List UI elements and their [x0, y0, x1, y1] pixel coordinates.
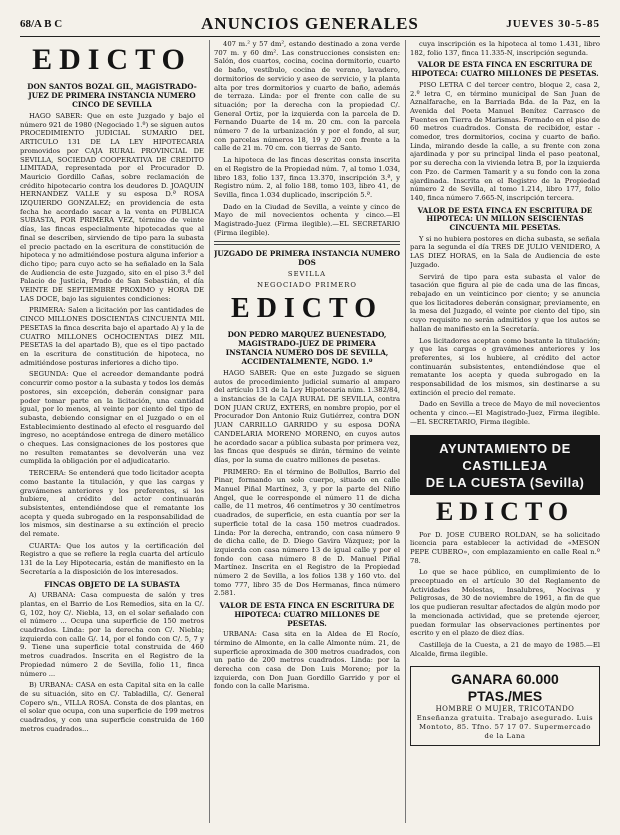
value-heading: VALOR DE ESTA FINCA EN ESCRITURA DE HIPOTECA: CUATRO MILLONES DE PESETAS. [219, 601, 395, 628]
paragraph: A) URBANA: Casa compuesta de salón y tres plantas, en el Barrio de Los Remedios, sita en la C/. G, 102, hoy C/. Niebla, 13, en el solar señalado con el número ... Ocupa una superficie de 150 metros cuadrados. Linda: por la derecha con C/. Niebla; izquierda con calle G/. 14, por el fondo con C/. 5, 7 y 9. Tiene una superficie total construida de 460 metros cuadrados. Inscrita en el Registro de la Propiedad número 2 de Sevilla, folio 11, finca número ... [20, 591, 204, 678]
column-rule [209, 40, 210, 823]
issue-date: JUEVES 30-5-85 [506, 18, 600, 30]
value-heading: VALOR DE ESTA FINCA EN ESCRITURA DE HIPOTECA: CUATRO MILLONES DE PESETAS. [411, 60, 599, 79]
paragraph: La hipoteca de las fincas descritas consta inscrita en el Registro de la Propiedad núm. 7, al tomo 1.034, libro 183, folio 137, finca 13.370, inscripción 3.ª, y Registro núm. 2, al folio 188, tomo 103, libro 41, de Sevilla, finca 1.034 duplicado, inscripción 5.ª. [214, 156, 400, 199]
paragraph: TERCERA: Se entenderá que todo licitador acepta como bastante la titulación, y que las cargas y gravámenes anteriores y los preferentes, si los hubiere, al crédito del actor continuarán subsistentes, entendiéndose que el rematante los acepta y queda subrogado en la responsabilidad de los mismos, sin destinarse a su extinción el precio del remate. [20, 469, 204, 539]
section-heading: FINCAS OBJETO DE LA SUBASTA [44, 579, 180, 589]
paragraph: Lo que se hace público, en cumplimiento de lo preceptuado en el artículo 30 del Reglamento de Actividades Molestas, Insalubres, Nocivas y Peligrosas, de 30 de noviembre de 1961, a fin de que los que pudieran resultar afectados de algún modo por la mencionada actividad, que se pretende ejercer, puedan formular las observaciones pertinentes por escrito y en el plazo de diez días. [410, 568, 600, 638]
ad-subheading: HOMBRE O MUJER, TRICOTANDO [435, 705, 575, 714]
paragraph: PISO LETRA C del tercer centro, bloque 2, casa 2, 2.º letra C, en término municipal de San Juan de Aznalfarache, en la Barriada Bda. de la Paz, en la Avenida del Poeta Manuel Benítez Carrasco de Fuentes en Tierra de Marismas. Formado en el piso de 60 metros cuadrados. Consta de recibidor, estar - comedor, tres dormitorios, cocina y cuarto de baño. Linda, mirando desde la calle, a su frente con zona ajardinada y por su principal linda el paso peatonal, por su derecha con la vivienda letra B, por la izquierda con Pzo. de Carmen Tamarit y a su fondo con la zona ajardinada. Inscrita en el Registro de la Propiedad número 2 de Sevilla, al tomo 1.214, libro 177, folio 140, finca número 7.665-N, inscripción tercera. [410, 80, 600, 202]
ad-headline: GANARA 60.000 PTAS./MES [451, 671, 559, 705]
page-header [20, 12, 600, 37]
paragraph: URBANA: Casa sita en la Aldea de El Rocío, término de Almonte, en la calle Almonte núm. 21, de superficie aproximada de 300 metros cuadrados, con un patio de 200 metros cuadrados. Linda: por la derecha con casa de Don Luis Moreno; por la izquierda, con Don Juan Gordillo Garrido y por el fondo con la calle Marisma. [214, 630, 400, 691]
paragraph: Dado en Sevilla a trece de Mayo de mil novecientos ochenta y cinco.—El Magistrado-Juez, Firma ilegible.—EL SECRETARIO, Firma ilegible. [410, 400, 600, 426]
edicto-heading: EDICTO [231, 292, 383, 324]
banner-line-2: DE LA CUESTA (Sevilla) [425, 474, 585, 490]
paragraph: CUARTA: Que los autos y la certificación del Registro a que se refiere la regla cuarta del artículo 131 de la Ley Hipotecaria, están de manifiesto en la Secretaría a la disposición de los interesados. [20, 541, 204, 576]
paragraph: cuya inscripción es la hipoteca al tomo 1.431, libro 182, folio 137, finca 11.335-N, inscripción segunda. [410, 40, 600, 57]
edict-issuer: DON SANTOS BOZAL GIL, MAGISTRADO-JUEZ DE PRIMERA INSTANCIA NUMERO CINCO DE SEVILLA [27, 82, 197, 109]
paragraph: SEGUNDA: Que el acreedor demandante podrá concurrir como postor a la subasta y todos los demás postores, sin excepción, deberán consignar para poder tomar parte en la licitación, una cantidad igual, por lo menos, al veinte por ciento del tipo de subasta, debiendo consignar en el Juzgado o en el Establecimiento destinado al efecto el resguardo del ingreso, no aceptándose entrega de dinero metálico o cheques. Las consignaciones de los postores que no resulten rematantes se devolverán una vez cumplida la obligación por el adjudicatario. [20, 370, 204, 466]
ayuntamiento-banner [410, 435, 600, 495]
paragraph: Los licitadores aceptan como bastante la titulación; y que las cargas o gravámenes anteriores y los preferentes, si los hubiere, al crédito del actor continuarán subsistentes, entendiéndose que el rematante los acepta y queda subrogado en la responsabilidad de los mismos, sin destinarse a su extinción el precio del remate. [410, 336, 600, 397]
paragraph: Dado en la Ciudad de Sevilla, a veinte y cinco de Mayo de mil novecientos ochenta y cinco.—El Magistrado-Juez (Firma ilegible).—EL SECRETARIO (Firma ilegible). [214, 202, 400, 237]
edicto-heading: EDICTO [435, 496, 575, 526]
edict-issuer: DON PEDRO MARQUEZ BUENESTADO, MAGISTRADO-JUEZ DE PRIMERA INSTANCIA NUMERO DOS DE SEVILLA, ACCIDENTALMENTE, NGDO. 1.º [225, 329, 389, 366]
paragraph: 407 m.² y 57 dm², estando destinado a zona verde 707 m. y 60 dm². Las construcciones consisten en: Salón, dos cuartos, cocina, cocina dormitorio, cuarto de baño, vestíbulo, cocina de verano, lavadero, dormitorios de servicio y aseo de servicio, y la planta alta por tres dormitorios y cuarto de baño, además de terraza. Linda: por el frente con calle de su situación; por la derecha con la propiedad C/. General Ortiz, por la izquierda con la parcela de D. Fernando Duarte de 14 m. 20 cm. con la parcela número 7 de la urbanización y por el fondo, al sur, con parcelas números 18, 19 y 20 con frente a la calle de 21 m. 70 cm. con tierras de Santo. [214, 40, 400, 153]
paragraph: Castilleja de la Cuesta, a 21 de mayo de 1985.—El Alcalde, firma ilegible. [410, 640, 600, 658]
paragraph: PRIMERA: Salen a licitación por las cantidades de CINCO MILLONES DOSCIENTAS CINCUENTA MIL PESETAS la finca descrita bajo el apartado A) y la de CUATRO MILLONES OCHOCIENTAS DIEZ MIL PESETAS la del apartado B), que es el tipo pactado en la escritura de constitución de hipoteca, no admitiéndose posturas inferiores a dicho tipo. [20, 306, 204, 367]
edicto-heading: EDICTO [32, 43, 192, 76]
column-1 [20, 40, 204, 825]
banner-line-1: AYUNTAMIENTO DE CASTILLEJA [439, 440, 571, 473]
classified-ad [410, 666, 600, 746]
column-rule [405, 40, 406, 823]
column-3 [410, 40, 600, 825]
paragraph: HAGO SABER: Que en este Juzgado se siguen autos de procedimiento judicial sumario al amparo del artículo 131 de la Ley Hipotecaria núm. 1.382/84, a instancias de la CAJA RURAL DE SEVILLA, contra DON JUAN CRUZ, EXTERS, en nombre propio, por el Procurador Don Antonio Ruiz Gutiérrez, contra DON JUAN CARRILLO GARRIDO y su esposa DOÑA CANDELARIA MORENO MORENO, en cuyos autos he acordado sacar a pública subasta por primera vez, las fincas que después se dirán, término de veinte días, por la suma de cuatro millones de pesetas. [214, 368, 400, 464]
paragraph: PRIMERO: En el término de Bollullos, Barrio del Pinar, formando un solo cuerpo, situado en calle Manuel Piñal Martínez, 3, y por la parte del Niño Angel, que le corresponde el número 11 de dicha calle, de 11 metros, 46 centímetros y 30 centímetros cuadrados, de superficie, en esta cuantía por ser la superficie total de la casa 150 metros cuadrados. Linda: Por la derecha, entrando, con casa número 9 de dicha calle, de D. Diego Gavira Vázquez; por la izquierda con casa número 13 de igual calle y por el fondo con casa número 8 de D. Manuel Piñal Martínez. Inscrita en el Registro de la Propiedad número 2 de Sevilla, a los folios 138 y 160 vto. del tomo 777, libro 35 de Dos Hermanas, finca número 2.581. [214, 467, 400, 598]
court-negociado: NEGOCIADO PRIMERO [257, 281, 357, 290]
page-number: 68/A B C [20, 18, 63, 30]
court-name: JUZGADO DE PRIMERA INSTANCIA NUMERO DOS [214, 249, 400, 268]
paragraph: HAGO SABER: Que en este Juzgado y bajo el número 921 de 1980 (Negociado 1.º) se siguen autos PROCEDIMIENTO JUDICIAL SUMARIO DEL ARTICULO 131 DE LA LEY HIPOTECARIA promovidos por CAJA RURAL PROVINCIAL DE SEVILLA, SOCIEDAD COOPERATIVA DE CREDITO LIMITADA, representada por el Procurador D. Mauricio Gordillo Cañas, sobre reclamación de crédito hipotecario contra los deudores D. JOAQUIN HERNANDEZ VALLE y su esposa D.ª ROSA IZQUIERDO GONZALEZ; en providencia de esta fecha he acordado sacar a la venta en PUBLICA SUBASTA, POR PRIMERA VEZ, término de veinte días, las fincas especialmente hipotecadas que al final se describen, sirviendo de tipo para la subasta el precio pactado en la escritura de constitución de hipoteca y no admitiéndose postura alguna inferior a dicho tipo; para cuyo acto se ha señalado en la Sala de Audiencia de este Juzgado, sito en el piso 3.º del Palacio de Justicia, Prado de San Sebastián, el día VEINTE DE SEPTIEMBRE PROXIMO y HORA DE LAS DOCE, bajo las siguientes condiciones: [20, 112, 204, 303]
court-city: SEVILLA [287, 270, 327, 279]
paragraph: Servirá de tipo para esta subasta el valor de tasación que figura al pie de cada una de las fincas, rebajado en un veinticinco por ciento; y se anuncia que los licitadores deberán consignar, previamente, en la mesa del Juzgado, el veinte por ciento del tipo, sin cuyo requisito no serán admitidos y que los autos se hallan de manifiesto en la Secretaría. [410, 272, 600, 333]
value-heading: VALOR DE ESTA FINCA EN ESCRITURA DE HIPOTECA: UN MILLON SEISCIENTAS CINCUENTA MIL PESETAS. [417, 205, 593, 233]
separator [214, 241, 400, 245]
paragraph: Y si no hubiera postores en dicha subasta, se señala para la segunda el día TRES DE JULIO VENIDERO, A LAS DIEZ HORAS, en la Sala de Audiencia de este Juzgado. [410, 234, 600, 269]
paragraph: B) URBANA: CASA en esta Capital sita en la calle de su situación, sito en C/. Tabladilla, C/. General Copero s/n., VILLA ROSA. Consta de dos plantas, en el solar que ocupa, con una superficie de 199 metros cuadrados, y con una superficie construida de 160 metros cuadrados... [20, 681, 204, 733]
ad-text: Enseñanza gratuita. Trabajo asegurado. Luis Montoto, 85. Tfno. 57 17 07. Supermercado de la Lana [416, 714, 594, 741]
column-2 [214, 40, 400, 825]
paragraph: Por D. JOSE CUBERO ROLDAN, se ha solicitado licencia para establecer la actividad de «MESON PEPE CUBERO», con emplazamiento en calle Real n.º 78. [410, 530, 600, 565]
section-title: ANUNCIOS GENERALES [201, 14, 419, 33]
